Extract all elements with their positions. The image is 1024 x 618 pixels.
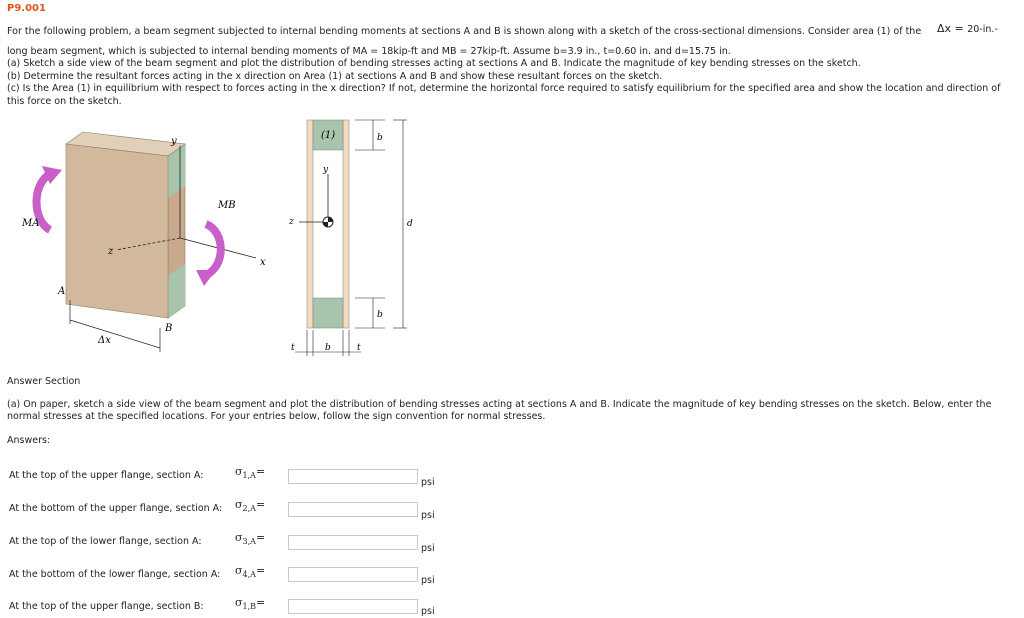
sigma-subscript: 1,A [242,471,256,481]
right-web [343,120,349,328]
problem-statement [7,46,1017,108]
label-area-1: (1) [321,130,336,141]
dx-label: Δx = [937,22,964,35]
sigma-subscript: 1,B [242,602,257,612]
dx-equation [937,22,998,35]
moment-arrow-mb [204,224,221,276]
sigma-symbol: σ [235,498,243,511]
label-a: A [58,286,66,297]
label-dx: Δx [98,335,111,346]
sigma-subscript: 4,A [242,570,256,580]
label-b-top: b [377,133,383,143]
unit-label: psi [421,477,435,488]
label-ma: MA [22,218,40,229]
answers-label: Answers: [7,435,51,446]
sigma-2a-input[interactable] [288,502,418,517]
sigma-1a-label [235,465,265,480]
section-label-z: z [289,217,294,227]
sigma-1b-label [235,596,265,611]
sigma-1a-input[interactable] [288,469,418,484]
row-label: At the bottom of the upper flange, section A: [9,503,223,514]
label-b-bottom-width: b [325,343,331,353]
moment-arrow-mb-head [196,270,216,286]
equals-sign: = [255,465,266,478]
answer-a-text: (a) On paper, sketch a side view of the beam segment and plot the distribution of bending stresses acting at sections A and B. Indicate the magnitude of key bending stresses on the sketch. Below, enter the normal stresses at the specified locations. For your entries below, follow the sign convention for normal stresses. [7,399,992,423]
left-web [307,120,313,328]
row-label: At the bottom of the lower flange, section A: [9,569,221,580]
section-label-y: y [323,165,329,175]
problem-statement-line1 [7,26,1017,38]
lower-flange [313,298,343,328]
equals-sign: = [255,498,266,511]
statement-line: this force on the sketch. [7,95,122,107]
equals-sign: = [256,596,266,609]
equals-sign: = [255,564,266,577]
sigma-symbol: σ [235,531,243,544]
sigma-4a-input[interactable] [288,567,418,582]
sigma-symbol: σ [235,564,243,577]
label-b-section: B [165,323,173,334]
cross-section-figure [285,116,425,366]
row-label: At the top of the lower flange, section A: [9,536,202,547]
unit-label: psi [421,543,435,554]
sigma-1b-input[interactable] [288,599,418,614]
label-y: y [171,136,177,147]
unit-label: psi [421,606,435,617]
unit-label: psi [421,510,435,521]
statement-line: long beam segment, which is subjected to internal bending moments of MA = 18kip-ft and MB = 27kip-ft. Assume b=3.9 in., t=0.60 in. and d=15.75 in. [7,46,731,57]
problem-id: P9.001 [7,3,46,14]
label-t-right: t [357,343,361,353]
statement-line1-text: For the following problem, a beam segment subjected to internal bending moments at sections A and B is shown along with a sketch of the cross-sectional dimensions. Consider area (1) of the [7,26,922,37]
row-label: At the top of the upper flange, section A: [9,470,204,481]
sigma-3a-label [235,531,265,546]
label-b-bottom: b [377,310,383,320]
sigma-3a-input[interactable] [288,535,418,550]
statement-line: (a) Sketch a side view of the beam segment and plot the distribution of bending stresses acting at sections A and B. Indicate the magnitude of key bending stresses on the sketch. [7,58,861,70]
sigma-2a-label [235,498,265,513]
beam-segment-figure [20,128,280,363]
dx-dimension-line [70,320,160,348]
label-z: z [108,246,114,257]
label-x: x [260,257,266,268]
sigma-subscript: 2,A [242,504,256,514]
sigma-4a-label [235,564,265,579]
label-t-left: t [291,343,295,353]
answer-section-title: Answer Section [7,376,81,387]
dx-value: 20-in.- [967,24,998,35]
label-mb: MB [218,200,236,211]
label-d: d [407,219,413,229]
row-label: At the top of the upper flange, section B: [9,601,204,612]
sigma-symbol: σ [235,596,243,609]
statement-line: (c) Is the Area (1) in equilibrium with respect to forces acting in the x direction? If not, determine the horizontal force required to satisfy equilibrium for the specified area and show the location and direction of [7,83,1001,95]
equals-sign: = [255,531,266,544]
sigma-subscript: 3,A [242,537,256,547]
beam-front-face [66,144,168,318]
unit-label: psi [421,575,435,586]
statement-line: (b) Determine the resultant forces acting in the x direction on Area (1) at sections A and B and show these resultant forces on the sketch. [7,70,663,82]
sigma-symbol: σ [235,465,243,478]
